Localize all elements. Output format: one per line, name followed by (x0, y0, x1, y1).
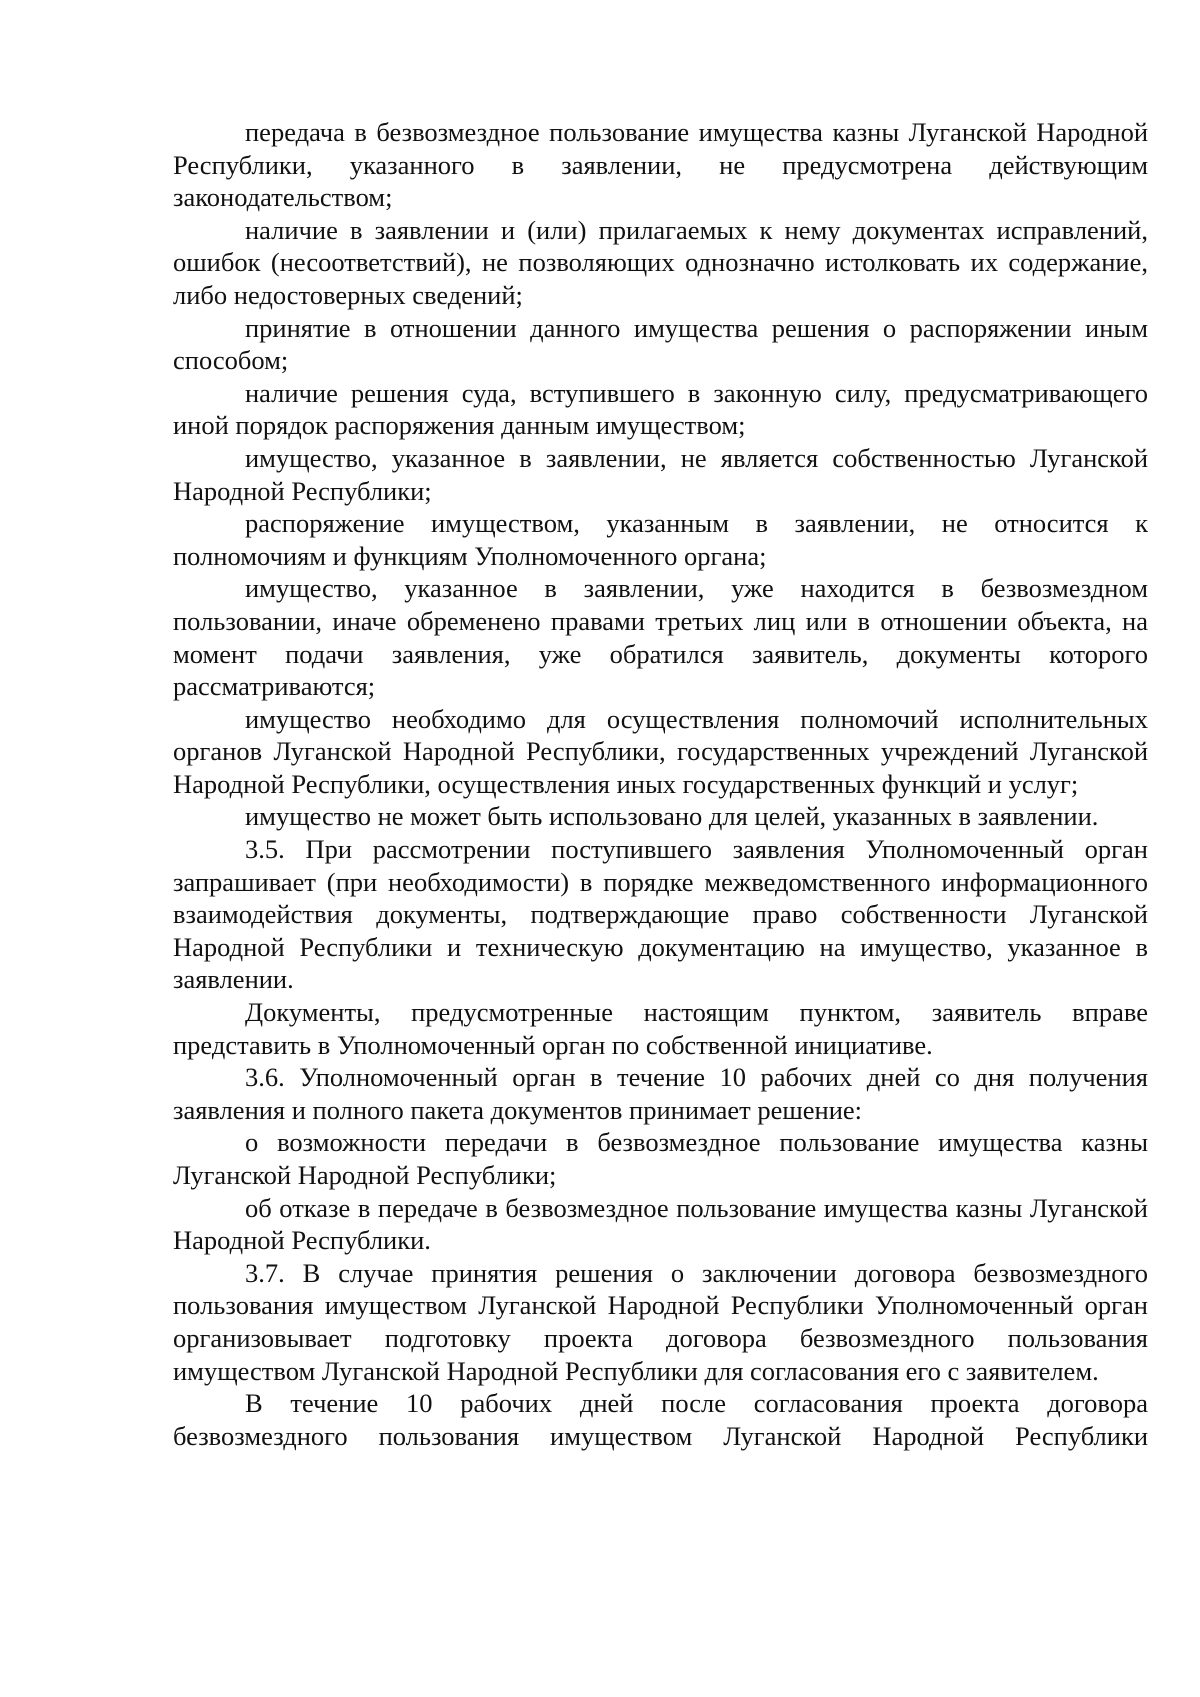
paragraph-within-10-days: В течение 10 рабочих дней после согласования проекта договора безвозмездного пользования имуществом Луганской Народной Республики (173, 1388, 1148, 1451)
paragraph-section-3-6: 3.6. Уполномоченный орган в течение 10 рабочих дней со дня получения заявления и полного пакета документов принимает решение: (173, 1062, 1148, 1125)
paragraph-refusal-not-property: имущество, указанное в заявлении, не является собственностью Луганской Народной Республики; (173, 442, 1148, 506)
paragraph-decision-possible: о возможности передачи в безвозмездное пользование имущества казны Луганской Народной Республики; (173, 1127, 1148, 1190)
paragraph-refusal-errors: наличие в заявлении и (или) прилагаемых к нему документах исправлений, ошибок (несоответствий), не позволяющих однозначно истолковать их содержание, либо недостоверных сведений; (173, 214, 1148, 310)
paragraph-refusal-other-disposal: принятие в отношении данного имущества решения о распоряжении иным способом; (173, 312, 1148, 376)
paragraph-refusal-unusable: имущество не может быть использовано для целей, указанных в заявлении. (245, 801, 1099, 832)
paragraph-section-3-7: 3.7. В случае принятия решения о заключении договора безвозмездного пользования имуществом Луганской Народной Республики Уполномоченный орган организовывает подготовку проекта договора безвозмездного пользования имуществом Луганской Народной Республики для согласования его с заявителем. (173, 1257, 1148, 1386)
paragraph-decision-refusal: об отказе в передаче в безвозмездное пользование имущества казны Луганской Народной Республики. (173, 1192, 1148, 1256)
paragraph-refusal-court-decision: наличие решения суда, вступившего в законную силу, предусматривающего иной порядок распоряжения данным имуществом; (173, 377, 1148, 441)
paragraph-refusal-not-authority: распоряжение имуществом, указанным в заявлении, не относится к полномочиям и функциям Уполномоченного органа; (173, 508, 1148, 571)
document-text-body (173, 116, 1148, 1452)
paragraph-refusal-encumbered: имущество, указанное в заявлении, уже находится в безвозмездном пользовании, иначе обременено правами третьих лиц или в отношении объекта, на момент подачи заявления, уже обратился заявитель, документы которого рассматриваются; (173, 573, 1148, 702)
paragraph-refusal-needed-for-state: имущество необходимо для осуществления полномочий исполнительных органов Луганской Народной Республики, государственных учреждений Луганской Народной Республики, осуществления иных государственных функций и услуг; (173, 703, 1148, 799)
paragraph-section-3-5: 3.5. При рассмотрении поступившего заявления Уполномоченный орган запрашивает (при необходимости) в порядке межведомственного информационного взаимодействия документы, подтверждающие право собственности Луганской Народной Республики и техническую документацию на имущество, указанное в заявлении. (173, 834, 1148, 995)
paragraph-refusal-not-provided: передача в безвозмездное пользование имущества казны Луганской Народной Республики, указанного в заявлении, не предусмотрена действующим законодательством; (173, 117, 1148, 213)
paragraph-own-initiative: Документы, предусмотренные настоящим пунктом, заявитель вправе представить в Уполномоченный орган по собственной инициативе. (173, 997, 1148, 1060)
